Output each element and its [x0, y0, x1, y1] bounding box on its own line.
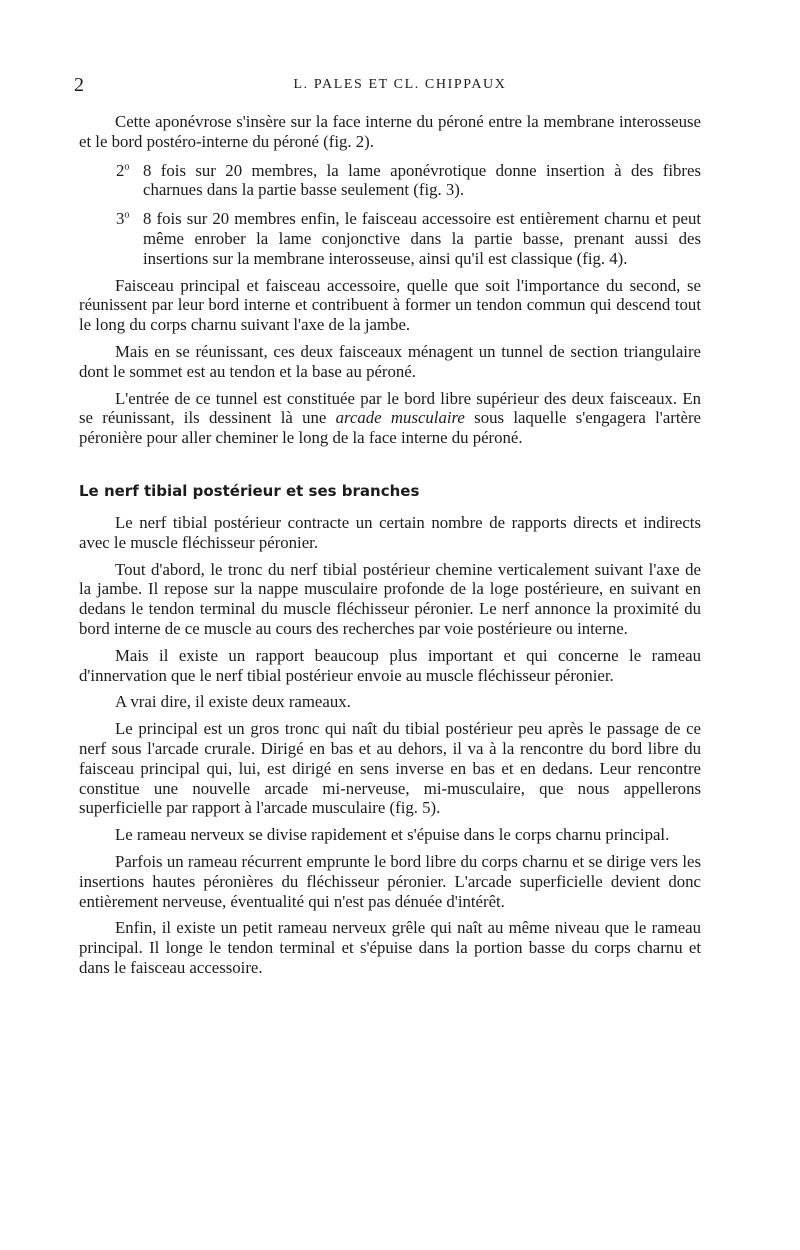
paragraph: Le principal est un gros tronc qui naît du tibial postérieur peu après le passage de ce nerf sous l'arcade crurale. Dirigé en bas et au dehors, il va à la rencontre du bord libre du faisceau principal qui, lui, est dirigé en sens inverse en bas et en dedans. Leur rencontre constitue une nouvelle arcade mi-nerveuse, mi-musculaire, que nous appellerons superficielle par rapport à l'arcade musculaire (fig. 5).: [79, 719, 701, 818]
page-header: [0, 74, 800, 96]
item-text: 8 fois sur 20 membres enfin, le faisceau accessoire est entièrement charnu et peut même enrober la lame conjonctive dans la partie basse, prenant aussi des insertions sur la membrane interosseuse, ainsi qu'il est classique (fig. 4).: [143, 209, 701, 268]
paragraph: A vrai dire, il existe deux rameaux.: [115, 692, 351, 712]
paragraph: Cette aponévrose s'insère sur la face interne du péroné entre la membrane interosseuse et le bord postéro-interne du péroné (fig. 2).: [79, 112, 701, 151]
paragraph: Enfin, il existe un petit rameau nerveux grêle qui naît au même niveau que le rameau principal. Il longe le tendon terminal et s'épuise dans la portion basse du corps charnu et dans le faisceau accessoire.: [79, 918, 701, 977]
paragraph: Parfois un rameau récurrent emprunte le bord libre du corps charnu et se dirige vers les insertions hautes péronières du fléchisseur péronier. L'arcade superficielle devient donc entièrement nerveuse, éventualité qui n'est pas dénuée d'intérêt.: [79, 851, 701, 911]
paragraph: L'entrée de ce tunnel est constituée par le bord libre supérieur des deux faisceaux. En se réunissant, ils dessinent là une arcade musculaire sous laquelle s'engagera l'artère péronière pour aller cheminer le long de la face interne du péroné.: [79, 388, 702, 448]
numbered-item: [79, 209, 701, 268]
paragraph: Le nerf tibial postérieur contracte un certain nombre de rapports directs et indirects avec le muscle fléchisseur péronier.: [79, 512, 701, 552]
running-title: L. PALES ET CL. CHIPPAUX: [293, 77, 507, 92]
paragraph: Mais il existe un rapport beaucoup plus important et qui concerne le rameau d'innervation que le nerf tibial postérieur envoie au muscle fléchisseur péronier.: [79, 645, 701, 685]
paragraph: Faisceau principal et faisceau accessoire, quelle que soit l'importance du second, se réunissent par leur bord interne et contribuent à former un tendon commun qui descend tout le long du corps charnu suivant l'axe de la jambe.: [79, 275, 701, 335]
paragraph: Mais en se réunissant, ces deux faisceaux ménagent un tunnel de section triangulaire dont le sommet est au tendon et la base au péroné.: [79, 341, 701, 381]
item-number: 2$^o$: [116, 160, 130, 180]
page-number: 2: [74, 74, 84, 96]
paragraph: Tout d'abord, le tronc du nerf tibial postérieur chemine verticalement suivant l'axe de la jambe. Il repose sur la nappe musculaire profonde de la loge postérieure, en suivant en dedans le tendon terminal du muscle fléchisseur péronier. Le nerf annonce la proximité du bord interne de ce muscle au cours des recherches par voie postérieure ou interne.: [79, 559, 701, 638]
section-heading: Le nerf tibial postérieur et ses branches: [79, 481, 420, 500]
paragraph: Le rameau nerveux se divise rapidement et s'épuise dans le corps charnu principal.: [115, 825, 670, 845]
numbered-item: [79, 161, 701, 201]
page-body: [79, 112, 701, 978]
emphasis-term: arcade musculaire: [335, 408, 465, 428]
item-text: 8 fois sur 20 membres, la lame aponévrotique donne insertion à des fibres charnues dans la partie basse seulement (fig. 3).: [143, 160, 701, 200]
item-number: 3$^o$: [116, 209, 130, 229]
